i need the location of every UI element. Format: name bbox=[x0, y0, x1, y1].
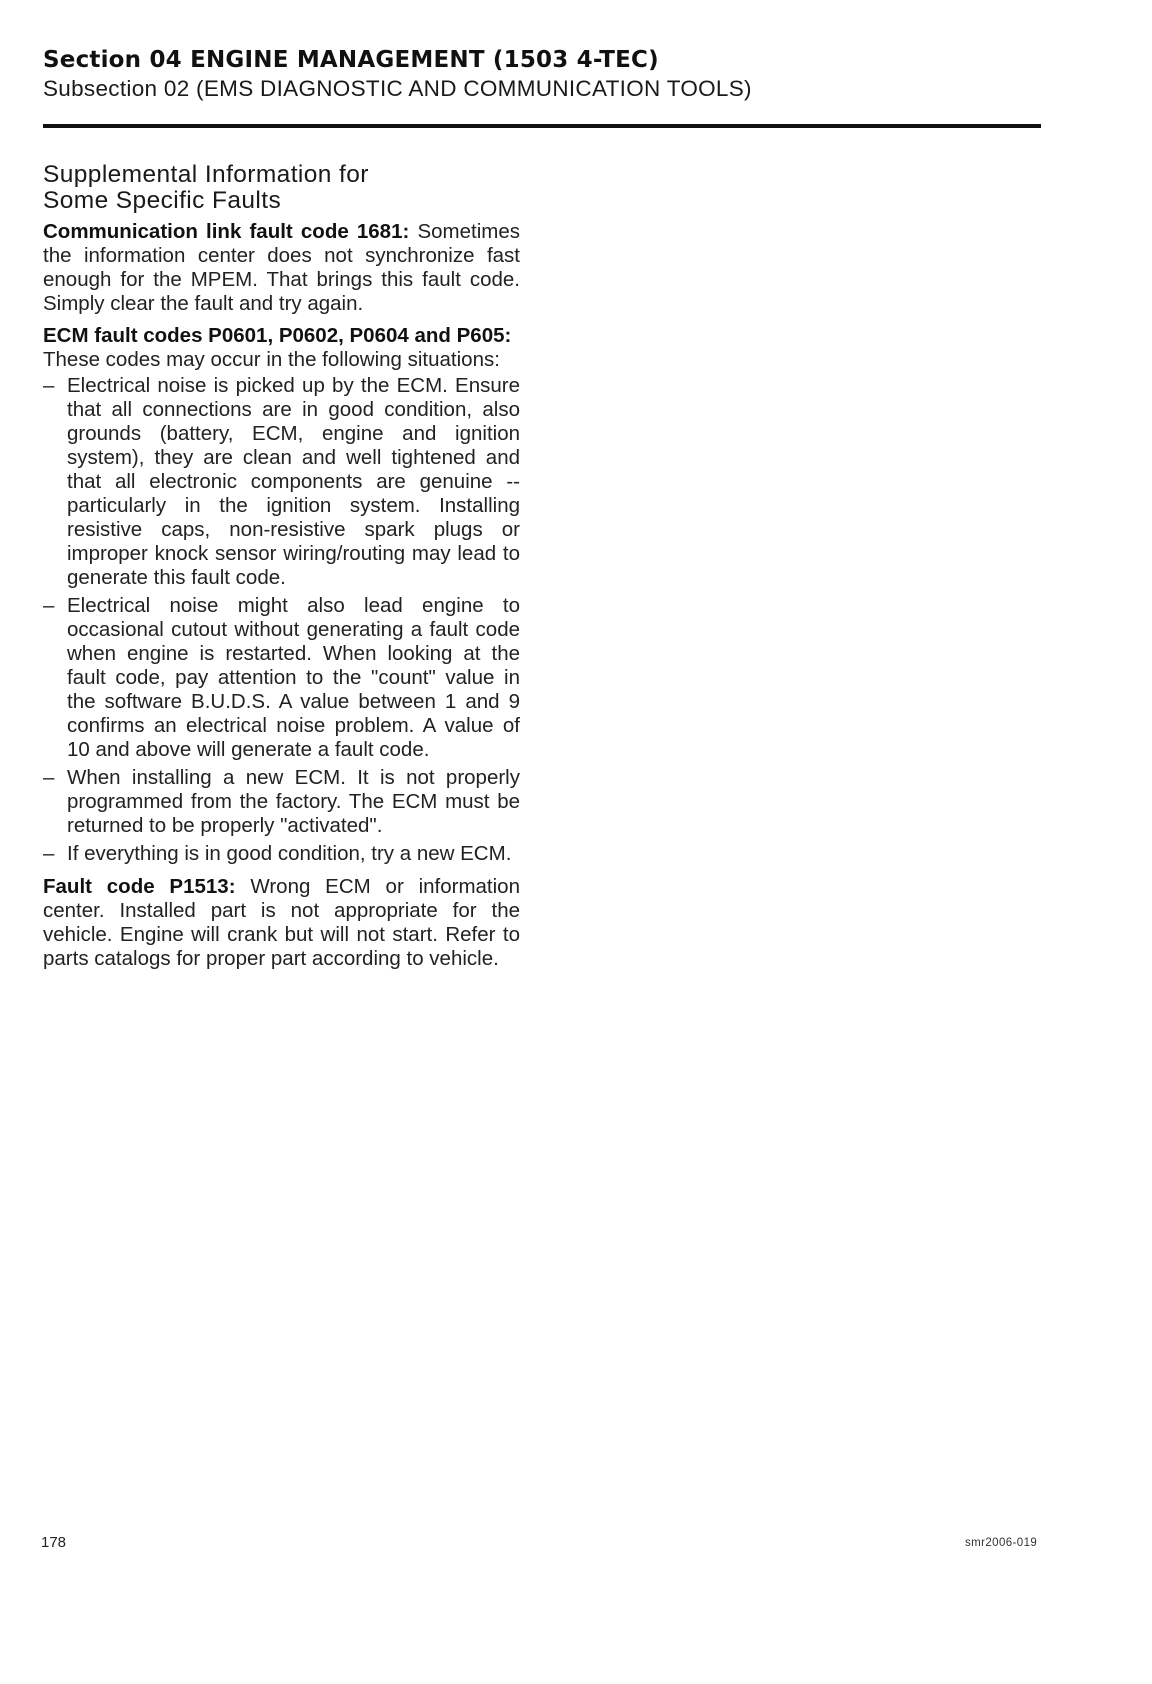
list-item bbox=[43, 374, 520, 590]
document-code: smr2006-019 bbox=[965, 1537, 1038, 1549]
page-header bbox=[43, 46, 1043, 103]
ecm-situations-list bbox=[43, 374, 520, 866]
list-item bbox=[43, 594, 520, 762]
dash-marker: – bbox=[43, 594, 55, 617]
list-item-text: If everything is in good condition, try a new ECM. bbox=[67, 842, 512, 865]
dash-marker: – bbox=[43, 766, 55, 789]
heading-line-2: Some Specific Faults bbox=[43, 187, 282, 214]
ecm-codes-paragraph bbox=[43, 324, 520, 372]
list-item bbox=[43, 842, 520, 866]
content-heading bbox=[43, 162, 520, 214]
list-item bbox=[43, 766, 520, 838]
comm-link-paragraph bbox=[43, 220, 520, 316]
list-item-text: Electrical noise might also lead engine to occasional cutout without generating a fault code when engine is restarted. When looking at the fault code, pay attention to the "count" value in the software B.U.D.S. A value between 1 and 9 confirms an electrical noise problem. A value of 10 and above will generate a fault code. bbox=[67, 594, 520, 761]
page-number: 178 bbox=[41, 1534, 67, 1551]
heading-line-1: Supplemental Information for bbox=[43, 161, 369, 188]
p1513-paragraph bbox=[43, 875, 520, 971]
p1513-text: Wrong ECM or information center. Installed part is not appropriate for the vehicle. Engine will crank but will not start. Refer to parts catalogs for proper part according to vehicle. bbox=[43, 875, 520, 970]
ecm-codes-text: These codes may occur in the following situations: bbox=[43, 348, 500, 371]
dash-marker: – bbox=[43, 842, 55, 865]
dash-marker: – bbox=[43, 374, 55, 397]
content-column bbox=[43, 162, 520, 979]
list-item-text: When installing a new ECM. It is not properly programmed from the factory. The ECM must be returned to be properly "activated". bbox=[67, 766, 520, 837]
section-title: Section 04 ENGINE MANAGEMENT (1503 4-TEC) bbox=[43, 47, 659, 73]
ecm-codes-lead: ECM fault codes P0601, P0602, P0604 and P605: bbox=[43, 324, 512, 347]
comm-link-text: Sometimes the information center does not synchronize fast enough for the MPEM. That brings this fault code. Simply clear the fault and try again. bbox=[43, 220, 520, 315]
comm-link-lead: Communication link fault code 1681: bbox=[43, 220, 410, 243]
p1513-lead: Fault code P1513: bbox=[43, 875, 236, 898]
subsection-title: Subsection 02 (EMS DIAGNOSTIC AND COMMUNICATION TOOLS) bbox=[43, 76, 752, 101]
header-divider bbox=[43, 124, 1041, 128]
list-item-text: Electrical noise is picked up by the ECM. Ensure that all connections are in good condition, also grounds (battery, ECM, engine and ignition system), they are clean and well tightened and that all electronic components are genuine -- particularly in the ignition system. Installing resistive caps, non-resistive spark plugs or improper knock sensor wiring/routing may lead to generate this fault code. bbox=[67, 374, 520, 589]
